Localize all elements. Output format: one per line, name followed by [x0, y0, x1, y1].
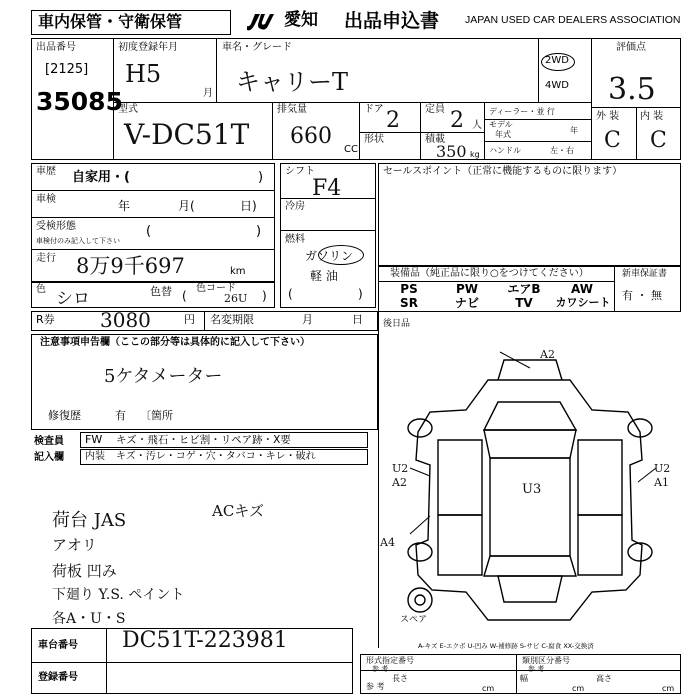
drive-2wd: 2WD: [545, 55, 569, 66]
shaken-day: 日): [240, 199, 257, 213]
damage-mark: A2: [392, 476, 407, 489]
reception-open: (: [146, 224, 152, 239]
handle-options: 左・右: [550, 146, 574, 155]
shaken-month: 月(: [178, 199, 195, 213]
name-change-day: 日: [352, 313, 363, 326]
warranty-label: 新車保証書: [622, 269, 668, 279]
inspector-comment: ACキズ: [212, 502, 265, 520]
recycle-value: 3080: [100, 308, 151, 332]
capacity-label: 定員: [425, 104, 445, 115]
type-label: 型式: [118, 104, 138, 115]
load-label: 積載: [425, 134, 445, 145]
type-cert-ref: 参 考: [372, 665, 389, 673]
class-ref: 参 考: [528, 665, 545, 673]
damage-mark: A4: [380, 536, 395, 549]
equip-item: TV: [515, 296, 533, 310]
mileage-unit: km: [230, 266, 246, 277]
reception-note: 車検付のみ記入して下さい: [36, 237, 120, 245]
damage-mark: U2: [654, 462, 671, 475]
name-change-month: 月: [302, 313, 313, 326]
inspector-comment: 荷台 JAS: [52, 510, 127, 531]
shift-label: シフト: [285, 166, 315, 177]
color-code-value: 26U: [224, 292, 248, 305]
width-label: 幅: [520, 674, 528, 683]
dealer-label: ディーラー・並 行: [489, 107, 555, 116]
color-change-label: 色替: [150, 285, 172, 298]
int-tag: 内装: [85, 451, 105, 462]
recycle-label: R券: [36, 313, 55, 326]
rating-label: 評価点: [616, 42, 646, 53]
year-unit: 年: [570, 126, 578, 135]
ju-logo: [243, 10, 283, 34]
fw-items: キズ・飛石・ヒビ割・リペア跡・X要: [116, 434, 291, 446]
doors-value: 2: [386, 108, 400, 133]
color-open: (: [182, 289, 187, 303]
type-cert-label: 形式指定番号: [366, 656, 414, 665]
inspector-comment: 下廻り Y.S. ペイント: [52, 587, 185, 603]
fuel-option-diesel: 軽 油: [310, 269, 338, 283]
repair-place: 〔箇所: [140, 409, 173, 422]
rating-value: 3.5: [608, 72, 656, 107]
capacity-value: 2: [450, 108, 464, 133]
load-unit: kg: [470, 150, 480, 159]
car-front-bumper: [498, 360, 562, 380]
chassis-label: 車台番号: [38, 640, 78, 651]
displacement-value: 660: [290, 124, 332, 149]
chassis-value: DC51T-223981: [122, 628, 288, 653]
damage-mark: A1: [654, 476, 669, 489]
sales-point-label: セールスポイント（正常に機能するものに限ります）: [383, 166, 623, 177]
association-en: JAPAN USED CAR DEALERS ASSOCIATION: [465, 14, 681, 26]
fuel-selected-circle: [318, 245, 364, 265]
shaken-year: 年: [118, 199, 131, 213]
length-cm: cm: [482, 684, 495, 693]
ju-logo-icon: [243, 10, 283, 34]
car-right-door: [578, 440, 622, 515]
interior-label: 内 装: [640, 111, 664, 122]
org-name: 愛知: [284, 10, 318, 30]
width-cm: cm: [572, 684, 585, 693]
color-value: シロ: [56, 289, 90, 309]
fuel-close: ): [358, 287, 363, 301]
equip-item: SR: [400, 296, 418, 310]
int-items: キズ・汚レ・コゲ・穴・タバコ・キレ・破れ: [116, 451, 316, 462]
spare-wheel-icon: [408, 588, 432, 612]
type-value: V-DC51T: [124, 118, 250, 151]
length-ref: 参 考: [366, 682, 385, 691]
history-label: 車歴: [36, 166, 56, 177]
model-name-label: 車名・グレード: [222, 42, 292, 53]
shaken-label: 車検: [36, 194, 56, 205]
capacity-unit: 人: [472, 120, 482, 131]
notes-handwritten: 5ケタメーター: [104, 366, 223, 387]
warranty-options: 有 ・ 無: [622, 289, 662, 302]
model-year-label-2: 年式: [495, 130, 511, 139]
history-value: 自家用・(: [72, 170, 130, 185]
fuel-label: 燃料: [285, 234, 305, 245]
color-close: ): [262, 289, 267, 303]
registration-label: 登録番号: [38, 672, 78, 683]
equip-item: カワシート: [555, 296, 611, 309]
car-windshield: [484, 402, 576, 430]
length-label: 長さ: [392, 674, 408, 683]
lot-number: 35085: [36, 87, 123, 116]
reception-close: ): [256, 224, 262, 239]
car-roof: [484, 430, 576, 458]
car-rear-bumper: [498, 576, 562, 602]
inspector-comment: アオリ: [52, 536, 97, 554]
exterior-value: C: [604, 128, 621, 153]
history-close: ): [258, 170, 264, 185]
first-reg-label: 初度登録年月: [118, 42, 178, 53]
notes-label: 注意事項申告欄（ここの部分等は具体的に記入して下さい）: [40, 337, 310, 348]
exterior-label: 外 装: [596, 111, 620, 122]
handle-label: ハンドル: [489, 146, 521, 155]
name-change-label: 名変期限: [210, 313, 254, 326]
drive-4wd: 4WD: [545, 80, 569, 91]
equip-item: PS: [400, 282, 418, 296]
car-wheel-rr: [628, 543, 652, 561]
sales-point-block: [378, 163, 681, 266]
storage-label: 車内保管・守衛保管: [38, 12, 183, 31]
color-label: 色: [36, 284, 46, 295]
fuel-option-gasoline: ガソリン: [305, 249, 354, 263]
shift-value: F4: [312, 176, 342, 201]
class-label: 類別区分番号: [522, 656, 570, 665]
car-wheel-rl: [408, 543, 432, 561]
car-outline: [416, 380, 642, 620]
mileage-label: 走行: [36, 253, 56, 264]
equip-item: エアB: [507, 282, 541, 296]
height-cm: cm: [662, 684, 675, 693]
aircon-label: 冷房: [285, 201, 305, 212]
inspector-comment: 各A・U・S: [52, 611, 126, 627]
first-reg-value: H5: [125, 60, 162, 88]
equip-item: PW: [455, 282, 479, 296]
lot-code: [2125]: [45, 62, 89, 77]
month-unit: 月: [203, 88, 213, 99]
reception-label: 受検形態: [36, 221, 76, 232]
after-market-label: 後日品: [383, 319, 411, 329]
damage-mark: A2: [540, 348, 555, 361]
damage-legend: A-キズ E-エクボ U-凹み W-補修跡 S-サビ C-腐食 XX-交換済: [418, 642, 594, 650]
inspector-label-1: 検査員: [34, 436, 64, 447]
damage-mark: U3: [522, 482, 542, 497]
load-value: 350: [436, 142, 467, 161]
repair-label: 修復歴: [48, 409, 81, 422]
inspector-comment: 荷板 凹み: [52, 562, 117, 580]
mileage-value: 8万9千697: [76, 254, 185, 278]
fw-tag: FW: [85, 433, 103, 446]
model-year-label-1: モデル: [489, 120, 513, 129]
shape-label: 形状: [364, 134, 384, 145]
equip-item: ナビ: [454, 296, 479, 310]
inspector-label-2: 記入欄: [34, 452, 64, 463]
equip-item: AW: [571, 282, 593, 296]
car-left-bed: [438, 515, 482, 575]
recycle-unit: 円: [184, 313, 195, 326]
lot-no-label: 出品番号: [36, 42, 76, 53]
height-label: 高さ: [596, 674, 612, 683]
interior-value: C: [650, 128, 667, 153]
fuel-open: (: [288, 287, 293, 301]
equipment-label: 装備品（純正品に限り○をつけてください）: [390, 268, 589, 279]
car-left-door: [438, 440, 482, 515]
repair-value: 有: [115, 409, 126, 422]
color-code-label: 色コード: [196, 283, 236, 294]
doors-label: ドア: [364, 104, 384, 115]
car-cargo-bed: [490, 458, 570, 556]
spare-label: スペア: [400, 615, 428, 625]
displacement-unit: CC: [344, 144, 358, 155]
damage-mark: U2: [392, 462, 409, 475]
displacement-label: 排気量: [277, 104, 307, 115]
car-right-bed: [578, 515, 622, 575]
form-title: 出品申込書: [344, 10, 440, 32]
car-rear: [484, 556, 576, 576]
model-name-value: キャリーT: [236, 68, 349, 96]
